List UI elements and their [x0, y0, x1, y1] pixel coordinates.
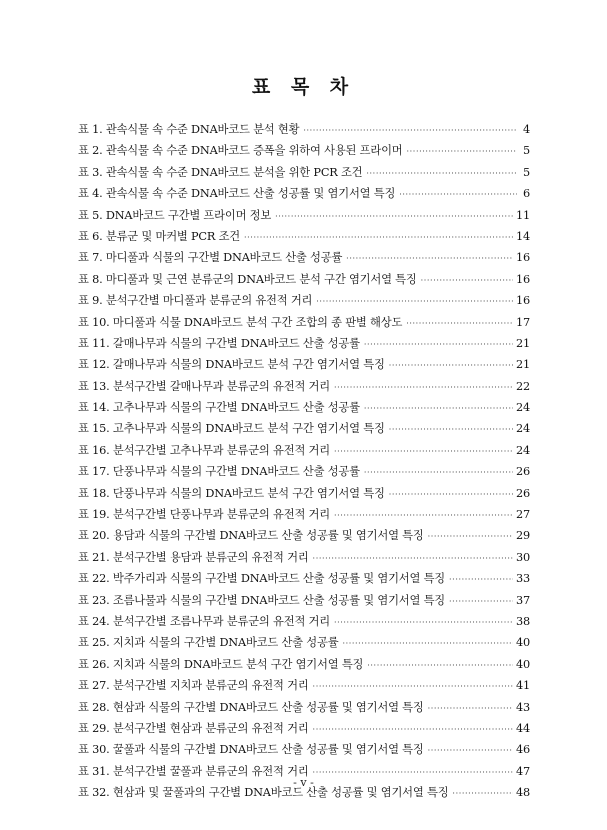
toc-entry[interactable] [78, 121, 530, 142]
toc-entry[interactable] [78, 677, 530, 698]
toc-entry-label: 표 19. 분석구간별 단풍나무과 분류군의 유전적 거리 [78, 508, 330, 522]
dot-leader [346, 254, 513, 263]
toc-entry-page-number: 48 [516, 786, 530, 800]
toc-entry-page-number: 41 [516, 679, 530, 693]
toc-entry-label: 표 9. 분석구간별 마디풀과 분류군의 유전적 거리 [78, 294, 313, 308]
dot-leader [364, 404, 513, 413]
page-number-footer: - v - [293, 776, 314, 789]
dot-leader [389, 490, 513, 499]
toc-entry-page-number: 43 [516, 700, 530, 714]
dot-leader [364, 340, 513, 349]
toc-entry-label: 표 26. 지치과 식물의 DNA바코드 분석 구간 염기서열 특징 [78, 657, 364, 671]
toc-entry-page-number: 22 [516, 379, 530, 393]
dot-leader [389, 425, 513, 434]
toc-entry-label: 표 1. 관속식물 속 수준 DNA바코드 분석 현황 [78, 123, 300, 136]
toc-entry-page-number: 33 [516, 572, 530, 586]
toc-entry-page-number: 44 [516, 721, 530, 735]
toc-entry-label: 표 6. 분류군 및 마커별 PCR 조건 [78, 229, 241, 243]
toc-entry[interactable] [78, 399, 530, 420]
toc-entry[interactable] [78, 656, 530, 677]
toc-entry-label: 표 21. 분석구간별 용담과 분류군의 유전적 거리 [78, 550, 309, 564]
dot-leader [406, 319, 513, 328]
toc-entry-label: 표 24. 분석구간별 조름나무과 분류군의 유전적 거리 [78, 614, 330, 628]
toc-entry-label: 표 29. 분석구간별 현삼과 분류군의 유전적 거리 [78, 721, 309, 735]
dot-leader [316, 297, 513, 306]
toc-entry-page-number: 29 [516, 529, 530, 543]
toc-entry[interactable] [78, 485, 530, 506]
toc-entry-page-number: 38 [516, 614, 530, 628]
toc-entry-page-number: 37 [516, 593, 530, 607]
toc-entry-page-number: 16 [516, 294, 530, 308]
toc-entry-page-number: 17 [516, 315, 530, 329]
toc-entry[interactable] [78, 527, 530, 548]
toc-entry[interactable] [78, 634, 530, 655]
toc-entry-page-number: 21 [516, 358, 530, 372]
toc-entry-label: 표 12. 갈매나무과 식물의 DNA바코드 분석 구간 염기서열 특징 [78, 358, 385, 372]
toc-entry[interactable] [78, 142, 530, 163]
toc-entry-label: 표 13. 분석구간별 갈매나무과 분류군의 유전적 거리 [78, 379, 330, 393]
toc-entry[interactable] [78, 592, 530, 613]
toc-entry[interactable] [78, 378, 530, 399]
dot-leader [428, 704, 513, 713]
toc-entry-page-number: 11 [516, 208, 530, 222]
toc-entry-label: 표 7. 마디풀과 식물의 구간별 DNA바코드 산출 성공률 [78, 251, 343, 265]
dot-leader [366, 169, 517, 178]
toc-entry-page-number: 24 [516, 422, 530, 436]
toc-entry-page-number: 16 [516, 251, 530, 265]
toc-entry-label: 표 5. DNA바코드 구간별 프라이머 정보 [78, 208, 272, 222]
toc-entry[interactable] [78, 506, 530, 527]
toc-entry[interactable] [78, 314, 530, 335]
toc-entry-label: 표 23. 조름나물과 식물의 구간별 DNA바코드 산출 성공률 및 염기서열 특징 [78, 593, 446, 607]
toc-entry-page-number: 5 [523, 165, 530, 179]
toc-entry-page-number: 4 [523, 123, 530, 136]
dot-leader [303, 126, 517, 135]
toc-entry-label: 표 32. 현삼과 및 꿀풀과의 구간별 DNA바코드 산출 성공률 및 염기서열 특징 [78, 786, 449, 800]
dot-leader [428, 746, 513, 755]
toc-entry-page-number: 46 [516, 743, 530, 757]
toc-entry[interactable] [78, 741, 530, 762]
dot-leader [389, 361, 513, 370]
dot-leader [244, 233, 513, 242]
toc-entry-label: 표 16. 분석구간별 고추나무과 분류군의 유전적 거리 [78, 443, 330, 457]
toc-entry[interactable] [78, 185, 530, 206]
toc-entry-label: 표 18. 단풍나무과 식물의 DNA바코드 분석 구간 염기서열 특징 [78, 486, 385, 500]
dot-leader [334, 447, 513, 456]
toc-entry[interactable] [78, 292, 530, 313]
toc-entry-label: 표 31. 분석구간별 꿀풀과 분류군의 유전적 거리 [78, 764, 309, 778]
toc-entry-label: 표 14. 고추나무과 식물의 구간별 DNA바코드 산출 성공률 [78, 401, 360, 415]
dot-leader [449, 597, 513, 606]
toc-entry-page-number: 5 [523, 144, 530, 158]
dot-leader [334, 511, 513, 520]
toc-entry[interactable] [78, 549, 530, 570]
toc-entry-label: 표 4. 관속식물 속 수준 DNA바코드 산출 성공률 및 염기서열 특징 [78, 187, 396, 201]
dot-leader [421, 276, 513, 285]
toc-entry[interactable] [78, 271, 530, 292]
toc-entry[interactable] [78, 442, 530, 463]
dot-leader [334, 383, 513, 392]
toc-entry-page-number: 47 [516, 764, 530, 778]
toc-entry-label: 표 30. 꿀풀과 식물의 구간별 DNA바코드 산출 성공률 및 염기서열 특징 [78, 743, 424, 757]
toc-entry[interactable] [78, 570, 530, 591]
toc-entry[interactable] [78, 228, 530, 249]
toc-entry[interactable] [78, 720, 530, 741]
toc-entry-page-number: 40 [516, 636, 530, 650]
toc-entry-label: 표 17. 단풍나무과 식물의 구간별 DNA바코드 산출 성공률 [78, 465, 360, 479]
toc-entry-label: 표 10. 마디풀과 식물 DNA바코드 분석 구간 조합의 종 판별 해상도 [78, 315, 403, 329]
toc-entry-label: 표 15. 고추나무과 식물의 DNA바코드 분석 구간 염기서열 특징 [78, 422, 385, 436]
toc-entry-label: 표 8. 마디풀과 및 근연 분류군의 DNA바코드 분석 구간 염기서열 특징 [78, 272, 417, 286]
toc-entry[interactable] [78, 207, 530, 228]
toc-entry-page-number: 26 [516, 465, 530, 479]
toc-entry-page-number: 30 [516, 550, 530, 564]
dot-leader [275, 212, 513, 221]
toc-entry-page-number: 24 [516, 443, 530, 457]
toc-entry-label: 표 11. 갈매나무과 식물의 구간별 DNA바코드 산출 성공률 [78, 336, 360, 350]
toc-entry[interactable] [78, 249, 530, 270]
toc-entry-label: 표 28. 현삼과 식물의 구간별 DNA바코드 산출 성공률 및 염기서열 특징 [78, 700, 424, 714]
toc-entry-page-number: 14 [516, 229, 530, 243]
dot-leader [313, 682, 513, 691]
table-of-tables [78, 121, 530, 806]
dot-leader [452, 789, 513, 798]
toc-entry-label: 표 25. 지치과 식물의 구간별 DNA바코드 산출 성공률 [78, 636, 339, 650]
toc-entry[interactable] [78, 164, 530, 185]
toc-entry-label: 표 2. 관속식물 속 수준 DNA바코드 증폭을 위하여 사용된 프라이머 [78, 144, 403, 158]
toc-entry-label: 표 20. 용담과 식물의 구간별 DNA바코드 산출 성공률 및 염기서열 특징 [78, 529, 424, 543]
dot-leader [313, 554, 513, 563]
toc-entry[interactable] [78, 335, 530, 356]
dot-leader [407, 147, 517, 156]
dot-leader [367, 661, 513, 670]
toc-entry[interactable] [78, 356, 530, 377]
dot-leader [449, 575, 513, 584]
toc-entry[interactable] [78, 463, 530, 484]
dot-leader [313, 725, 513, 734]
dot-leader [399, 190, 517, 199]
toc-entry[interactable] [78, 420, 530, 441]
toc-entry-label: 표 22. 박주가리과 식물의 구간별 DNA바코드 산출 성공률 및 염기서열 특징 [78, 572, 446, 586]
toc-entry-page-number: 24 [516, 401, 530, 415]
toc-entry-label: 표 3. 관속식물 속 수준 DNA바코드 분석을 위한 PCR 조건 [78, 165, 363, 179]
toc-entry-page-number: 21 [516, 336, 530, 350]
toc-entry-page-number: 26 [516, 486, 530, 500]
toc-entry-page-number: 16 [516, 272, 530, 286]
dot-leader [334, 618, 513, 627]
toc-entry-page-number: 40 [516, 657, 530, 671]
toc-entry-page-number: 27 [516, 508, 530, 522]
toc-entry[interactable] [78, 613, 530, 634]
dot-leader [342, 639, 513, 648]
dot-leader [428, 532, 513, 541]
toc-entry-page-number: 6 [523, 187, 530, 201]
dot-leader [364, 468, 513, 477]
toc-entry-label: 표 27. 분석구간별 지치과 분류군의 유전적 거리 [78, 679, 309, 693]
toc-entry[interactable] [78, 699, 530, 720]
page-title: 표 목 차 [251, 76, 356, 98]
